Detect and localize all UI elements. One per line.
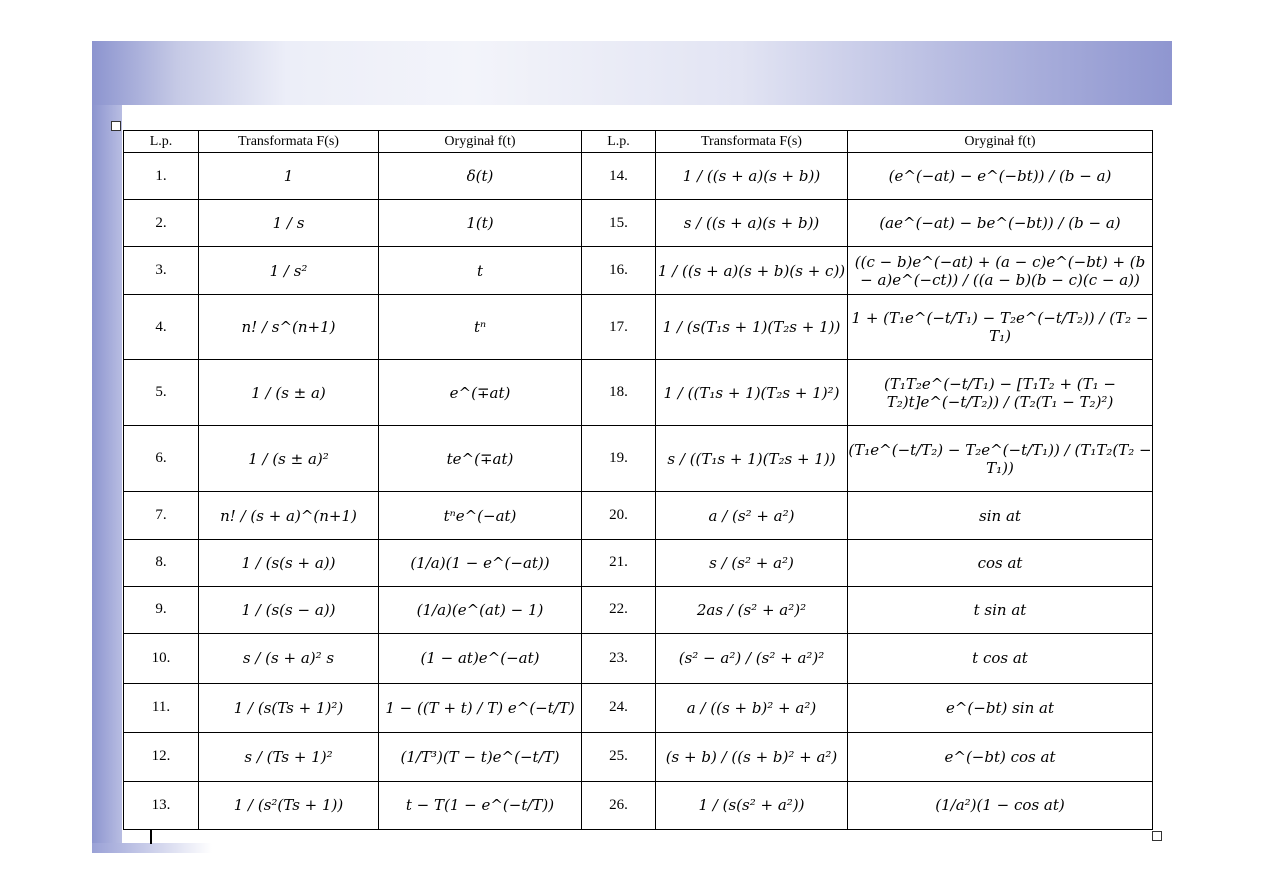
header-original-right: Oryginał f(t)	[848, 131, 1153, 153]
original-formula: e^(−bt) sin at	[848, 683, 1153, 732]
original-formula: t cos at	[848, 633, 1153, 683]
table-row	[124, 492, 1153, 539]
table-move-handle-icon[interactable]	[111, 121, 121, 131]
transform-formula: 1 / (s(s − a))	[199, 586, 379, 633]
table-row	[124, 539, 1153, 586]
original-formula: ((c − b)e^(−at) + (a − c)e^(−bt) + (b − a)e^(−ct)) / ((a − b)(b − c)(c − a))	[848, 247, 1153, 295]
text-cursor	[150, 830, 152, 844]
row-number: 8.	[124, 539, 199, 586]
transform-formula: s / (s + a)² s	[199, 633, 379, 683]
original-formula: (T₁T₂e^(−t/T₁) − [T₁T₂ + (T₁ − T₂)t]e^(−t/T₂)) / (T₂(T₁ − T₂)²)	[848, 360, 1153, 426]
row-number: 15.	[582, 200, 656, 247]
original-formula: t − T(1 − e^(−t/T))	[379, 781, 582, 829]
transform-formula: s / (s² + a²)	[656, 539, 848, 586]
row-number: 14.	[582, 153, 656, 200]
row-number: 9.	[124, 586, 199, 633]
header-transform-left: Transformata F(s)	[199, 131, 379, 153]
row-number: 18.	[582, 360, 656, 426]
row-number: 24.	[582, 683, 656, 732]
original-formula: tⁿ	[379, 295, 582, 360]
row-number: 16.	[582, 247, 656, 295]
transform-formula: 1 / ((T₁s + 1)(T₂s + 1)²)	[656, 360, 848, 426]
transform-formula: 1 / ((s + a)(s + b))	[656, 153, 848, 200]
transform-formula: s / ((T₁s + 1)(T₂s + 1))	[656, 426, 848, 492]
slide-left-band	[92, 105, 122, 853]
transform-formula: 1 / (s ± a)²	[199, 426, 379, 492]
original-formula: δ(t)	[379, 153, 582, 200]
original-formula: (1/a)(e^(at) − 1)	[379, 586, 582, 633]
row-number: 3.	[124, 247, 199, 295]
original-formula: (1/T³)(T − t)e^(−t/T)	[379, 732, 582, 781]
transform-formula: 1 / (s(Ts + 1)²)	[199, 683, 379, 732]
table-row	[124, 683, 1153, 732]
original-formula: (1/a²)(1 − cos at)	[848, 781, 1153, 829]
transform-formula: a / (s² + a²)	[656, 492, 848, 539]
row-number: 10.	[124, 633, 199, 683]
table-row	[124, 426, 1153, 492]
slide-header-band	[92, 41, 1172, 105]
table-row	[124, 200, 1153, 247]
table-row	[124, 781, 1153, 829]
transform-formula: 1 / (s(s² + a²))	[656, 781, 848, 829]
transform-formula: 1 / (s²(Ts + 1))	[199, 781, 379, 829]
transform-formula: 2as / (s² + a²)²	[656, 586, 848, 633]
original-formula: 1 + (T₁e^(−t/T₁) − T₂e^(−t/T₂)) / (T₂ − T₁)	[848, 295, 1153, 360]
row-number: 6.	[124, 426, 199, 492]
transform-formula: 1	[199, 153, 379, 200]
row-number: 5.	[124, 360, 199, 426]
laplace-transform-table	[123, 130, 1153, 830]
transform-formula: s / ((s + a)(s + b))	[656, 200, 848, 247]
table-row	[124, 247, 1153, 295]
table-row	[124, 153, 1153, 200]
row-number: 12.	[124, 732, 199, 781]
original-formula: (e^(−at) − e^(−bt)) / (b − a)	[848, 153, 1153, 200]
row-number: 4.	[124, 295, 199, 360]
original-formula: (1 − at)e^(−at)	[379, 633, 582, 683]
row-number: 17.	[582, 295, 656, 360]
table-row	[124, 360, 1153, 426]
row-number: 19.	[582, 426, 656, 492]
header-lp-right: L.p.	[582, 131, 656, 153]
original-formula: sin at	[848, 492, 1153, 539]
transform-formula: 1 / ((s + a)(s + b)(s + c))	[656, 247, 848, 295]
transform-formula: (s + b) / ((s + b)² + a²)	[656, 732, 848, 781]
original-formula: e^(−bt) cos at	[848, 732, 1153, 781]
transform-formula: 1 / s²	[199, 247, 379, 295]
row-number: 1.	[124, 153, 199, 200]
transform-formula: n! / (s + a)^(n+1)	[199, 492, 379, 539]
slide-left-band-bottom	[92, 843, 212, 853]
row-number: 2.	[124, 200, 199, 247]
transform-formula: 1 / (s(s + a))	[199, 539, 379, 586]
original-formula: cos at	[848, 539, 1153, 586]
header-lp-left: L.p.	[124, 131, 199, 153]
transform-formula: s / (Ts + 1)²	[199, 732, 379, 781]
transform-formula: 1 / (s(T₁s + 1)(T₂s + 1))	[656, 295, 848, 360]
original-formula: 1 − ((T + t) / T) e^(−t/T)	[379, 683, 582, 732]
transform-formula: 1 / (s ± a)	[199, 360, 379, 426]
original-formula: (T₁e^(−t/T₂) − T₂e^(−t/T₁)) / (T₁T₂(T₂ − T₁))	[848, 426, 1153, 492]
row-number: 7.	[124, 492, 199, 539]
row-number: 11.	[124, 683, 199, 732]
row-number: 22.	[582, 586, 656, 633]
table-header-row	[124, 131, 1153, 153]
original-formula: tⁿe^(−at)	[379, 492, 582, 539]
table-row	[124, 586, 1153, 633]
original-formula: e^(∓at)	[379, 360, 582, 426]
row-number: 13.	[124, 781, 199, 829]
original-formula: (1/a)(1 − e^(−at))	[379, 539, 582, 586]
transform-formula: (s² − a²) / (s² + a²)²	[656, 633, 848, 683]
original-formula: 1(t)	[379, 200, 582, 247]
header-original-left: Oryginał f(t)	[379, 131, 582, 153]
original-formula: t sin at	[848, 586, 1153, 633]
row-number: 20.	[582, 492, 656, 539]
original-formula: te^(∓at)	[379, 426, 582, 492]
header-transform-right: Transformata F(s)	[656, 131, 848, 153]
row-number: 25.	[582, 732, 656, 781]
original-formula: (ae^(−at) − be^(−bt)) / (b − a)	[848, 200, 1153, 247]
original-formula: t	[379, 247, 582, 295]
transform-formula: n! / s^(n+1)	[199, 295, 379, 360]
table-resize-handle-icon[interactable]	[1152, 831, 1162, 841]
transform-formula: 1 / s	[199, 200, 379, 247]
row-number: 26.	[582, 781, 656, 829]
table-row	[124, 633, 1153, 683]
table-row	[124, 295, 1153, 360]
transform-formula: a / ((s + b)² + a²)	[656, 683, 848, 732]
row-number: 23.	[582, 633, 656, 683]
table-row	[124, 732, 1153, 781]
row-number: 21.	[582, 539, 656, 586]
